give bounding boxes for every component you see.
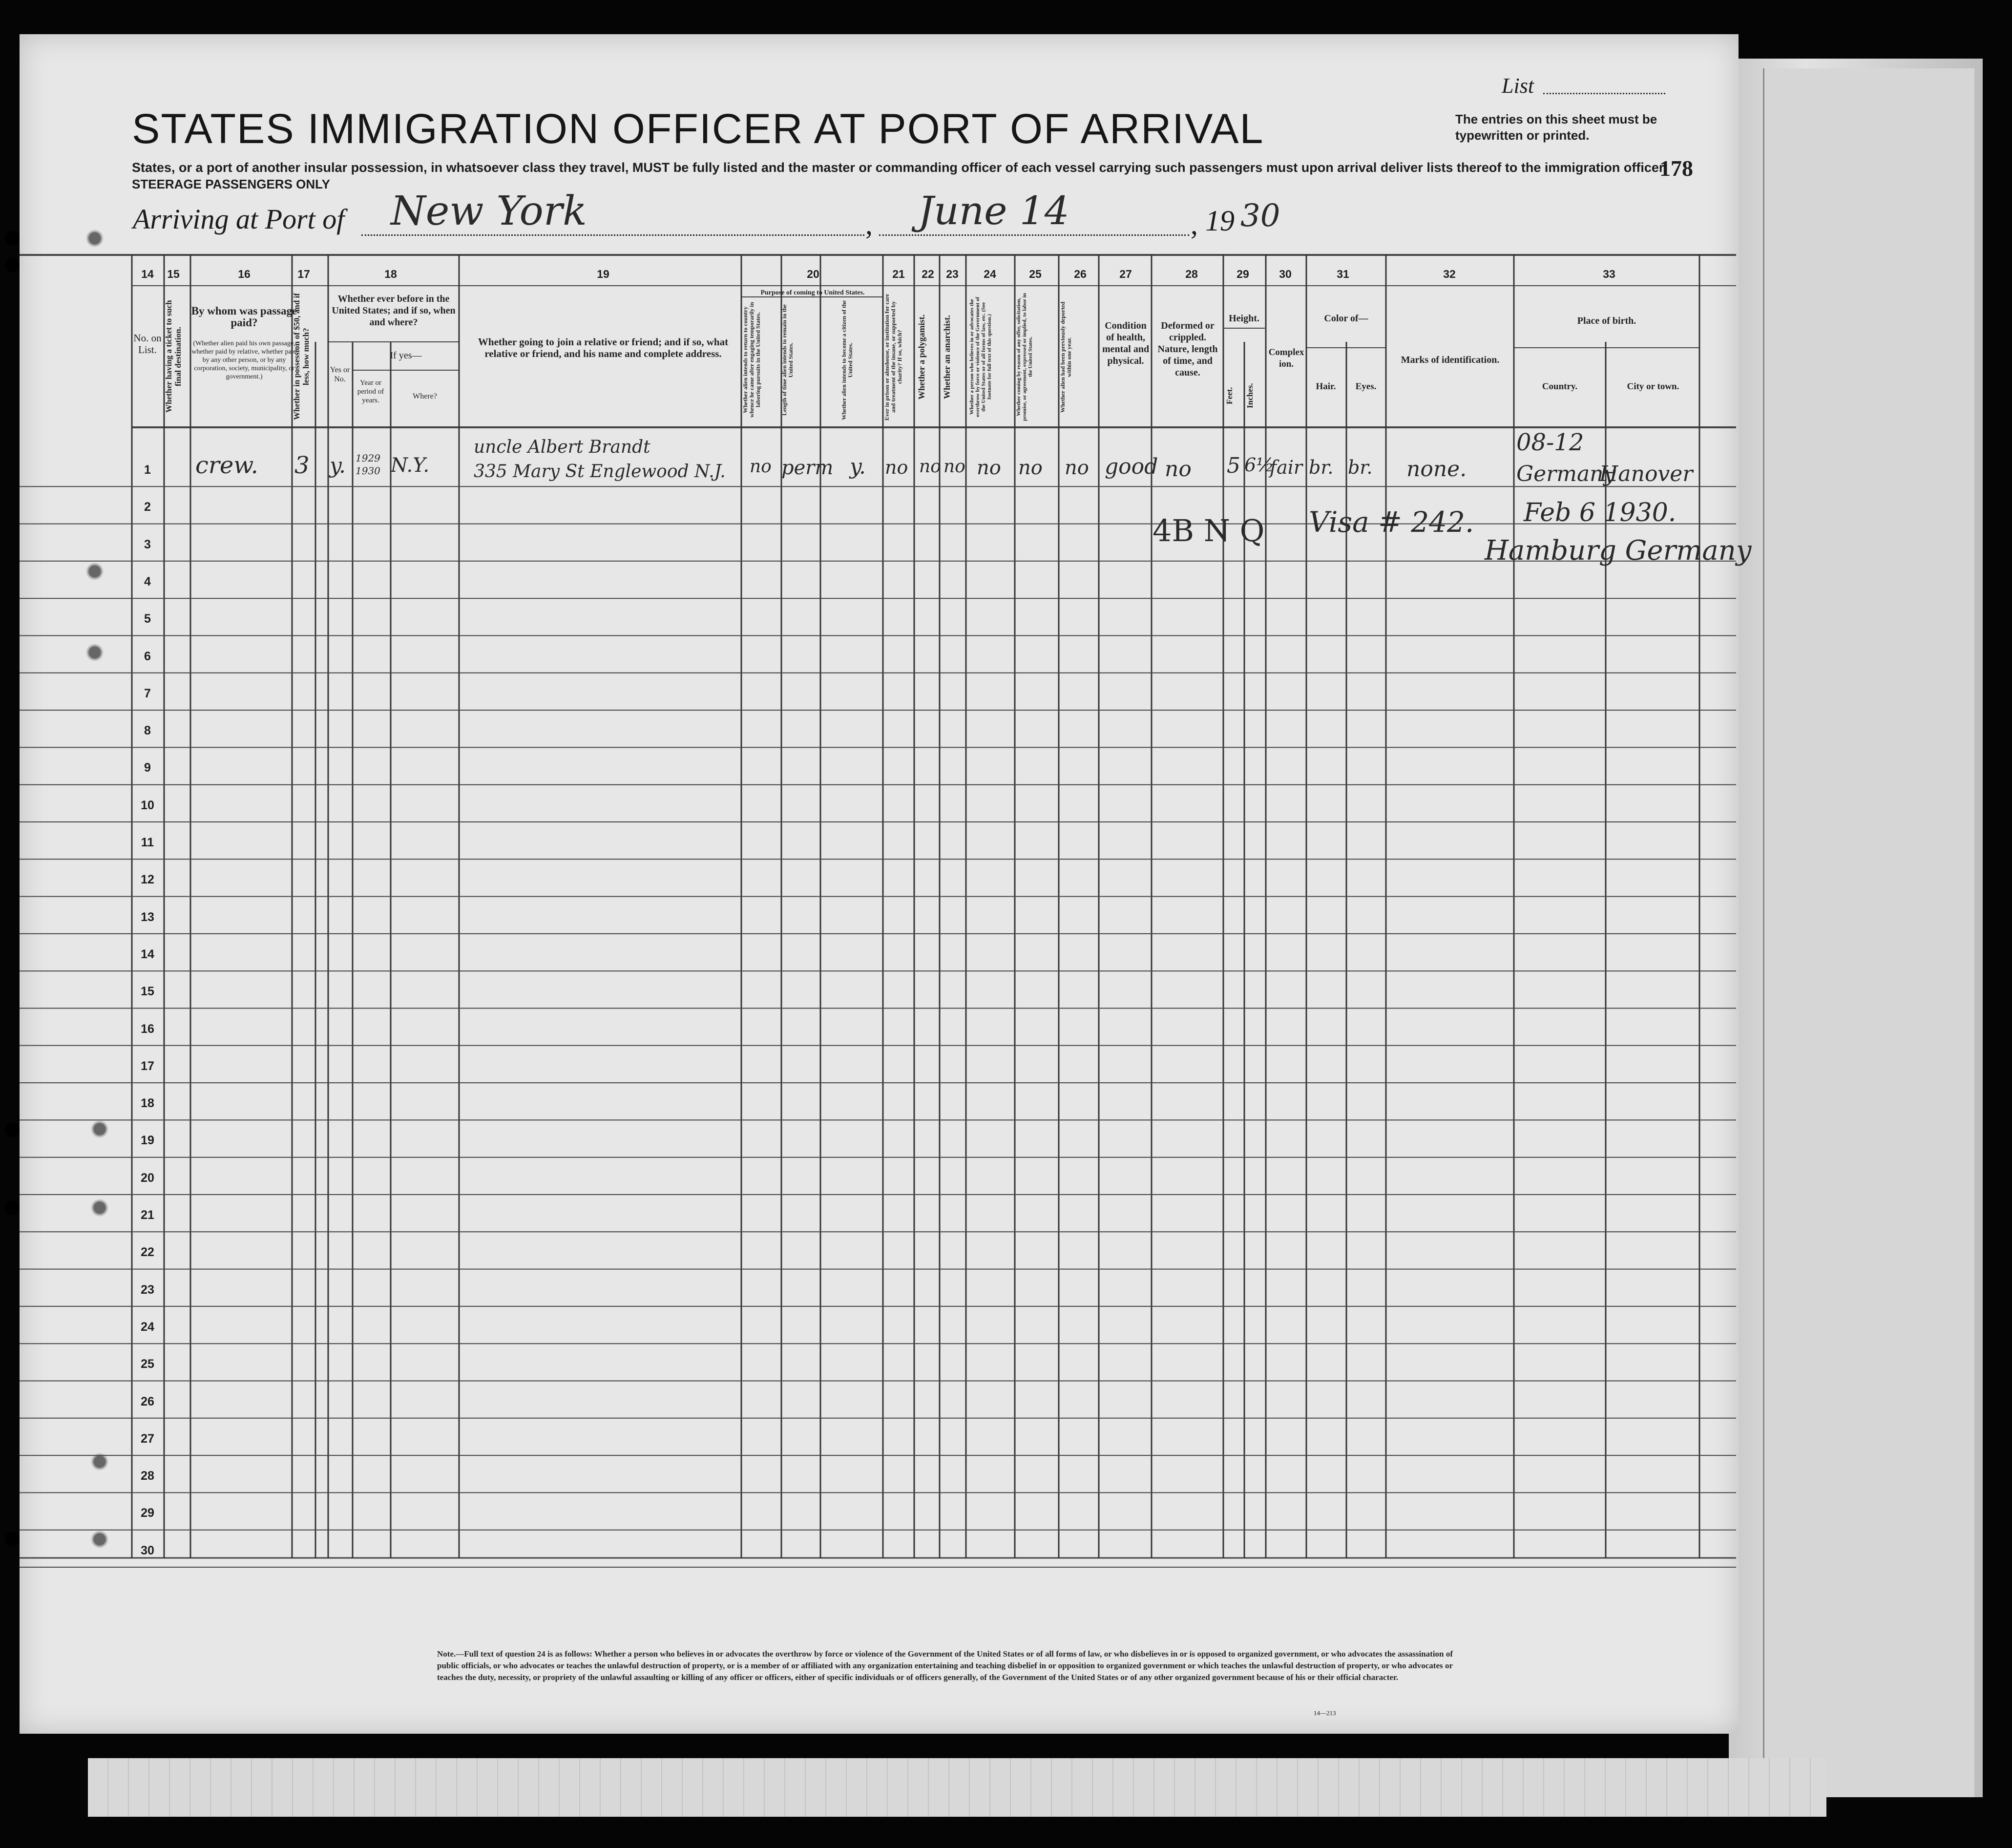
header-if-yes: If yes— bbox=[390, 350, 422, 361]
row-number: 5 bbox=[144, 612, 151, 626]
header-fifty-dollars: Whether in possession of $50, and if less, how much? bbox=[292, 293, 311, 420]
annotation-code: 4B N Q bbox=[1153, 513, 1265, 548]
header-ever-before: Whether ever before in the United States; and if so, when and where? bbox=[332, 294, 456, 328]
entry-code: 08-12 bbox=[1516, 429, 1584, 456]
year-suffix: 30 bbox=[1240, 198, 1280, 234]
header-polygamist: Whether a polygamist. bbox=[917, 314, 926, 400]
column-number: 30 bbox=[1279, 268, 1292, 280]
column-number: 33 bbox=[1603, 268, 1615, 280]
column-number: 24 bbox=[984, 268, 996, 280]
entry-overthrow: no bbox=[977, 457, 1001, 479]
entry-money: 3 bbox=[294, 452, 310, 479]
header-city: City or town. bbox=[1627, 381, 1679, 392]
header-place-of-birth: Place of birth. bbox=[1577, 315, 1636, 326]
header-ticket: Whether having a ticket to such final destination. bbox=[164, 300, 183, 413]
row-number: 25 bbox=[141, 1357, 154, 1371]
annotation-date: Feb 6 1930. bbox=[1524, 498, 1677, 527]
comma: , bbox=[865, 208, 873, 240]
arriving-label: Arriving at Port of bbox=[133, 203, 345, 235]
row-number: 18 bbox=[141, 1096, 154, 1111]
annotation-visa: Visa # 242. bbox=[1309, 505, 1474, 539]
entry-complexion: fair bbox=[1270, 457, 1303, 478]
page-title: STATES IMMIGRATION OFFICER AT PORT OF ARRIVAL bbox=[132, 105, 1264, 152]
column-number: 26 bbox=[1074, 268, 1087, 280]
entry-hair: br. bbox=[1309, 457, 1334, 478]
entry-feet: 5 bbox=[1227, 453, 1240, 478]
header-overthrow: Whether a person who believes in or advocates the overthrow by force or violence of the Government of the United States or of all forms of law, etc. (See footnote for full text of this question.) bbox=[969, 296, 992, 418]
column-number: 27 bbox=[1119, 268, 1132, 280]
entry-city: Hanover bbox=[1599, 462, 1693, 486]
header-feet: Feet. bbox=[1225, 387, 1234, 404]
entry-citizen: y. bbox=[850, 454, 866, 479]
header-hair: Hair. bbox=[1316, 381, 1336, 392]
entry-relative-line1: uncle Albert Brandt bbox=[474, 437, 650, 457]
entry-inches: 6½ bbox=[1244, 454, 1275, 476]
header-length-of-stay: Length of time alien intends to remain in the United States. bbox=[781, 304, 794, 416]
entry-country: Germany bbox=[1516, 462, 1616, 486]
header-health: Condition of health, mental and physical. bbox=[1102, 320, 1150, 366]
header-passage-paid: By whom was passage paid? bbox=[191, 305, 297, 329]
row-number: 12 bbox=[141, 873, 154, 887]
row-number: 2 bbox=[144, 500, 151, 514]
row-number: 14 bbox=[141, 947, 154, 961]
header-where: Where? bbox=[413, 392, 437, 400]
entry-prison: no bbox=[885, 457, 908, 478]
entry-where: N.Y. bbox=[391, 454, 430, 477]
row-number: 28 bbox=[141, 1469, 154, 1483]
steerage-label: STEERAGE PASSENGERS ONLY bbox=[132, 177, 330, 191]
column-number: 29 bbox=[1237, 268, 1249, 280]
header-no-on-list: No. on List. bbox=[133, 332, 162, 356]
list-label: List bbox=[1502, 74, 1534, 98]
column-number: 32 bbox=[1443, 268, 1456, 280]
header-relative-friend: Whether going to join a relative or friend; and if so, what relative or friend, and his name and complete address. bbox=[478, 336, 729, 359]
entries-note: The entries on this sheet must be typewritten or printed. bbox=[1455, 112, 1657, 143]
row-number: 11 bbox=[141, 836, 154, 849]
entry-labor: no bbox=[1018, 457, 1043, 479]
column-number: 16 bbox=[238, 268, 251, 280]
row-number: 17 bbox=[141, 1059, 154, 1073]
row-number: 19 bbox=[141, 1134, 154, 1148]
row-number: 4 bbox=[144, 574, 151, 588]
row-number: 10 bbox=[141, 798, 154, 812]
instructions-text: States, or a port of another insular possession, in whatsoever class they travel, MUST be fully listed and the master or commanding officer of each vessel carrying such passengers must upon arrival deliver lists thereof to the immigration officer. bbox=[132, 160, 1667, 175]
entry-return: no bbox=[750, 457, 772, 477]
year-prefix: 19 bbox=[1205, 205, 1235, 237]
column-number: 21 bbox=[892, 268, 905, 280]
entry-years: 1929 1930 bbox=[356, 452, 380, 477]
footnote-text: Note.—Full text of question 24 is as follows: Whether a person who believes in or advocates the overthrow by force or violence of the Government of the United States or of all forms of law, or who disbelieves in or is opposed to organized government, or who advocates the assassination of public officials, or who advocates or teaches the unlawful destruction of property, or is a member of or affiliated with any organization entertaining and teaching disbelief in or opposition to organized government or which teaches the unlawful destruction of property, or who advocates or teaches the duty, necessity, or propriety of the unlawful assaulting or killing of any officer or officers, either of specific individuals or of officers generally, of the Government of the United States or of any other organized government because of his or their official character. bbox=[437, 1649, 1453, 1682]
page-number: 178 bbox=[1659, 156, 1693, 181]
column-number: 25 bbox=[1029, 268, 1042, 280]
header-passage-paid-sub: (Whether alien paid his own passage, whether paid by relative, whether paid by any other person, or by any corporation, society, municipality, or government.) bbox=[191, 340, 297, 380]
column-number: 14 bbox=[141, 268, 154, 280]
row-number: 7 bbox=[144, 686, 151, 700]
comma: , bbox=[1191, 208, 1198, 240]
header-inches: Inches. bbox=[1245, 383, 1255, 408]
header-prison: Ever in prison or almshouse, or institution for care and treatment of the insane, or supported by charity? If so, which? bbox=[883, 294, 903, 420]
header-color-of: Color of— bbox=[1324, 313, 1368, 324]
entry-eyes: br. bbox=[1348, 457, 1373, 478]
column-number: 19 bbox=[597, 268, 609, 280]
row-number: 3 bbox=[144, 537, 151, 551]
header-country: Country. bbox=[1542, 381, 1578, 392]
arrival-date: June 14 bbox=[918, 188, 1069, 233]
row-lines bbox=[20, 486, 1736, 1567]
entry-yes-no: y. bbox=[330, 453, 346, 478]
column-number: 15 bbox=[167, 268, 180, 280]
row-number: 26 bbox=[141, 1394, 154, 1408]
row-number: 24 bbox=[141, 1320, 154, 1334]
header-purpose: Purpose of coming to United States. bbox=[760, 289, 865, 296]
entry-relative-line2: 335 Mary St Englewood N.J. bbox=[474, 462, 726, 482]
row-number: 13 bbox=[141, 910, 154, 924]
header-deported: Whether alien had been previously deported within one year. bbox=[1059, 301, 1072, 413]
entry-deformed: no bbox=[1165, 457, 1192, 482]
header-year-period: Year or period of years. bbox=[357, 379, 384, 404]
row-number: 22 bbox=[141, 1245, 154, 1260]
form-number: 14—213 bbox=[1314, 1709, 1336, 1717]
entry-polygamist: no bbox=[919, 457, 941, 477]
column-number: 17 bbox=[297, 268, 310, 280]
header-height: Height. bbox=[1229, 313, 1259, 324]
row-number: 23 bbox=[141, 1282, 154, 1297]
row-number: 29 bbox=[141, 1506, 154, 1520]
row-number: 8 bbox=[144, 724, 151, 738]
row-number: 15 bbox=[141, 985, 154, 999]
column-lines bbox=[132, 255, 1699, 1558]
header-yes-no: Yes or No. bbox=[330, 366, 350, 383]
row-number: 27 bbox=[141, 1431, 154, 1446]
row-number: 21 bbox=[141, 1208, 154, 1222]
entry-deported: no bbox=[1065, 457, 1089, 479]
column-number: 31 bbox=[1337, 268, 1349, 280]
row-number: 9 bbox=[144, 761, 151, 775]
entry-health: good bbox=[1105, 454, 1158, 479]
row-number: 16 bbox=[141, 1022, 154, 1036]
header-citizen: Whether alien intends to become a citizen of the United States. bbox=[840, 300, 854, 420]
row-number: 1 bbox=[144, 463, 151, 477]
header-eyes: Eyes. bbox=[1355, 381, 1377, 392]
header-complexion: Complexion. bbox=[1268, 347, 1304, 369]
entry-marks: none. bbox=[1406, 457, 1467, 482]
row-number: 20 bbox=[141, 1171, 154, 1185]
column-number: 28 bbox=[1185, 268, 1198, 280]
column-number: 23 bbox=[946, 268, 959, 280]
port-name: New York bbox=[391, 188, 587, 234]
entry-length: perm bbox=[781, 457, 834, 479]
row-number: 6 bbox=[144, 649, 151, 663]
column-number: 20 bbox=[807, 268, 819, 280]
annotation-place: Hamburg Germany bbox=[1485, 535, 1752, 567]
header-return: Whether alien intends to return to country whence he came after engaging temporarily in laboring pursuits in the United States. bbox=[742, 302, 761, 418]
entry-anarchist: no bbox=[943, 457, 965, 477]
entry-passage-paid: crew. bbox=[195, 452, 258, 479]
column-number: 18 bbox=[384, 268, 397, 280]
header-labor-offer: Whether coming by reason of any offer, solicitation, promise, or agreement, expressed or implied, to labor in the United States. bbox=[1016, 293, 1033, 421]
header-deformed: Deformed or crippled. Nature, length of time, and cause. bbox=[1157, 320, 1218, 378]
column-number: 22 bbox=[922, 268, 934, 280]
row-number: 30 bbox=[141, 1543, 154, 1557]
header-anarchist: Whether an anarchist. bbox=[942, 315, 952, 399]
header-marks: Marks of identification. bbox=[1401, 355, 1500, 365]
